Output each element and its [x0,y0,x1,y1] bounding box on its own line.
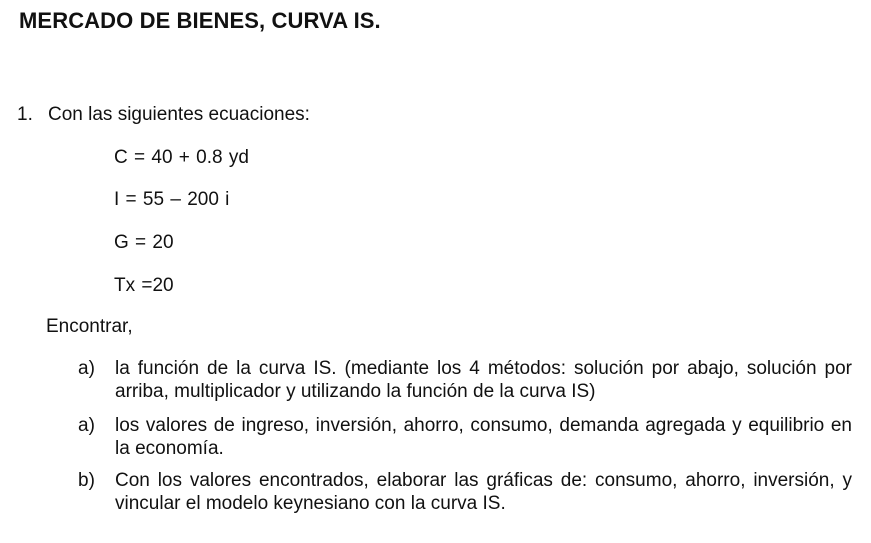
list-item-marker: a) [78,358,95,379]
question-prompt: Con las siguientes ecuaciones: [48,104,310,125]
equation-consumption: C = 40 + 0.8 yd [114,147,249,168]
document-title: MERCADO DE BIENES, CURVA IS. [19,8,381,33]
list-item [78,414,852,460]
list-item [78,469,852,515]
equation-government: G = 20 [114,232,174,253]
list-item-marker: b) [78,470,95,491]
find-label: Encontrar, [46,316,133,337]
equation-investment: I = 55 – 200 i [114,189,230,210]
list-item-text: los valores de ingreso, inversión, ahorro, consumo, demanda agregada y equilibrio en la economía. [115,415,852,459]
question-number: 1. [17,104,33,125]
list-item-text: Con los valores encontrados, elaborar las gráficas de: consumo, ahorro, inversión, y vincular el modelo keynesiano con la curva IS. [115,470,852,514]
equation-taxes: Tx =20 [114,275,174,296]
list-item [78,357,852,403]
list-item-text: la función de la curva IS. (mediante los 4 métodos: solución por abajo, solución por arriba, multiplicador y utilizando la función de la curva IS) [115,358,852,402]
list-item-marker: a) [78,415,95,436]
